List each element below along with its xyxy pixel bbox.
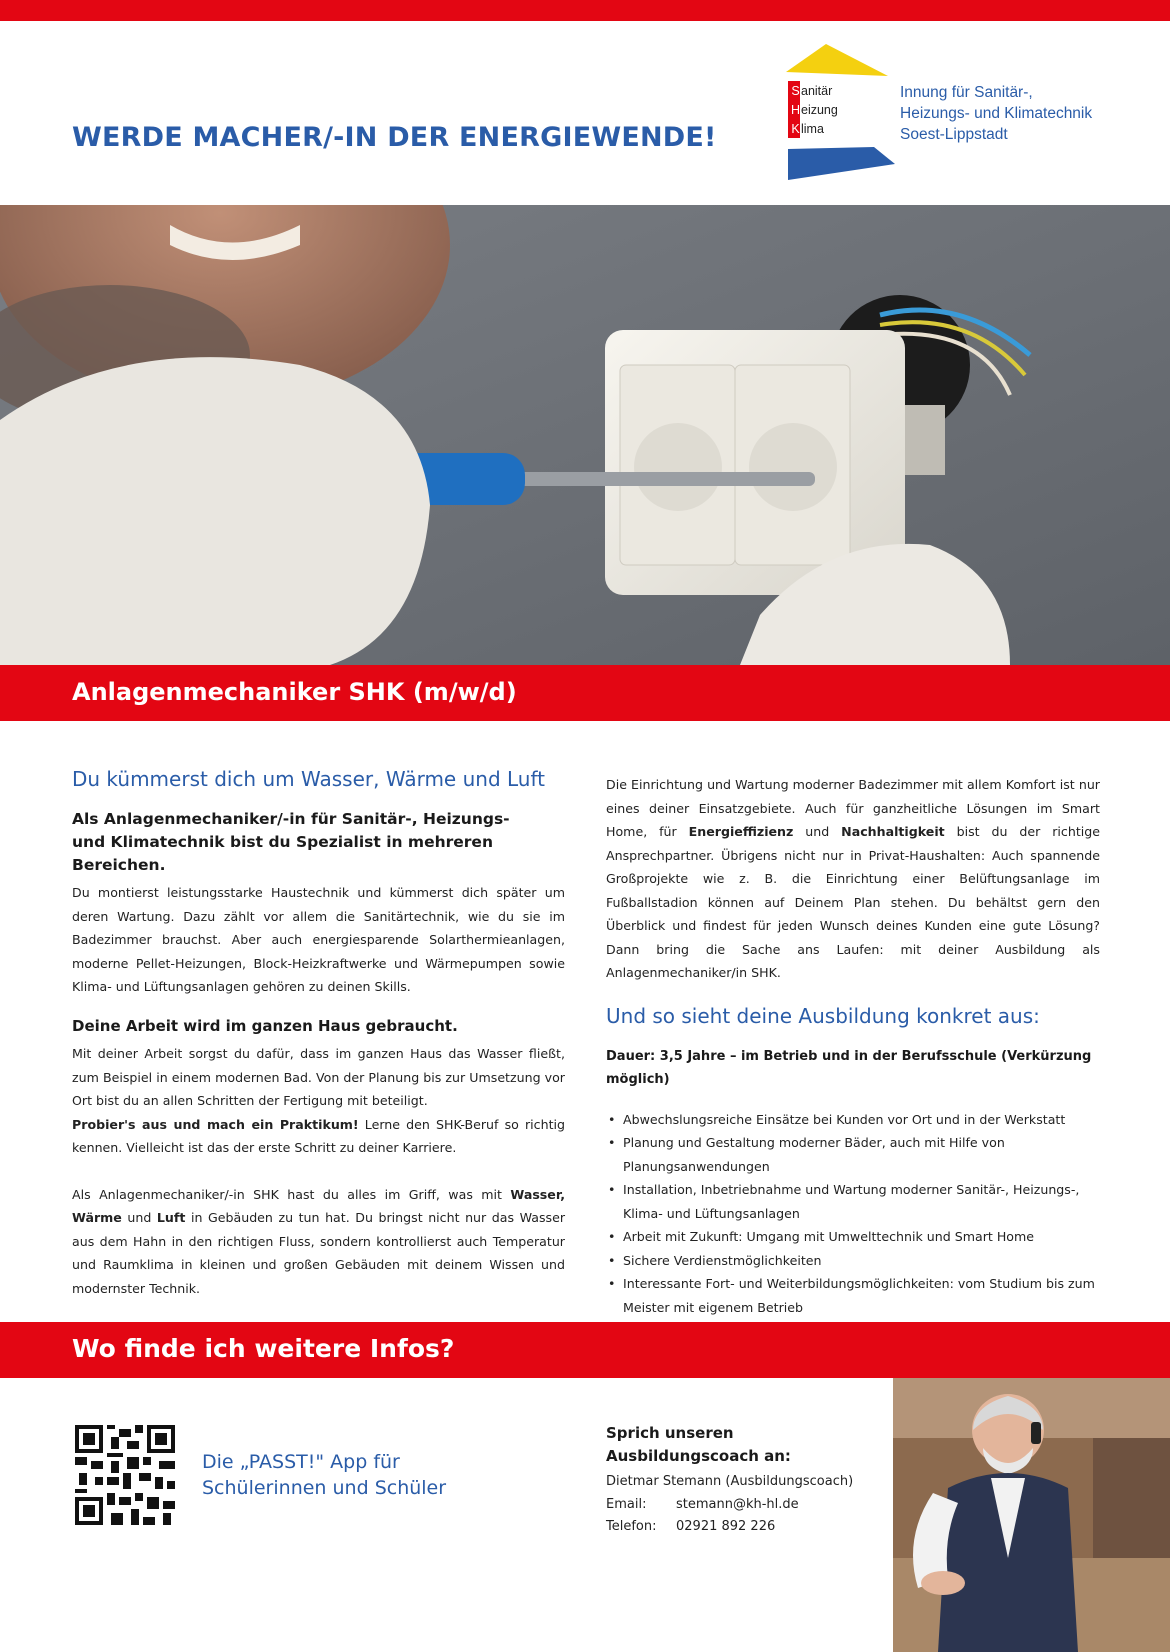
- list-item: • Arbeit mit Zukunft: Umgang mit Umwelttechnik und Smart Home: [606, 1225, 1100, 1249]
- left-paragraph-3: Probier's aus und mach ein Praktikum! Lerne den SHK-Beruf so richtig kennen. Vielleicht ist das der erste Schritt zu deiner Karriere.: [72, 1116, 565, 1155]
- left-paragraph-4: Als Anlagenmechaniker/-in SHK hast du alles im Griff, was mit Wasser, Wärme und Luft in Gebäuden zu tun hat. Du bringst nicht nur das Wasser aus dem Hahn in den richtigen Fluss, sondern kontrollierst auch Temperatur und Raumklima in kleinen und großen Gebäuden mit deinem Wissen und modernster Technik.: [72, 1186, 565, 1296]
- top-red-bar: [0, 0, 1170, 21]
- headline: WERDE MACHER/-IN DER ENERGIEWENDE!: [72, 122, 717, 153]
- list-item: • Interessante Fort- und Weiterbildungsmöglichkeiten: vom Studium bis zum Meister mit eigenem Betrieb: [606, 1272, 1100, 1319]
- contact-block: [606, 1422, 853, 1539]
- lead-line-1: Als Anlagenmechaniker/-in für Sanitär-, Heizungs-: [72, 810, 510, 828]
- more-info-band: [0, 1322, 1170, 1378]
- contact-title-2: Ausbildungscoach an:: [606, 1446, 791, 1465]
- left-paragraph-2: Mit deiner Arbeit sorgst du dafür, dass im ganzen Haus das Wasser fließt, zum Beispiel in einem modernen Bad. Von der Planung bis zur Umsetzung vor Ort bist du an allen Schritten der Fertigung mit beteiligt.: [72, 1046, 565, 1108]
- training-duration: Dauer: 3,5 Jahre – im Betrieb und in der Berufsschule (Verkürzung möglich): [606, 1048, 1092, 1087]
- left-subheading: Du kümmerst dich um Wasser, Wärme und Luft: [72, 767, 545, 791]
- shk-innung-logo: [786, 44, 1106, 184]
- contact-phone-row: Telefon: 02921 892 226: [606, 1519, 776, 1534]
- right-column: [606, 773, 1100, 1319]
- job-title: Anlagenmechaniker SHK (m/w/d): [72, 678, 517, 706]
- app-line-2: Schülerinnen und Schüler: [202, 1477, 447, 1499]
- right-subheading: Und so sieht deine Ausbildung konkret aus:: [606, 1003, 1040, 1028]
- coach-photo: [893, 1378, 1170, 1652]
- hero-photo-socket-repair: [0, 205, 1170, 665]
- list-item: • Sichere Verdienstmöglichkeiten: [606, 1249, 1100, 1273]
- left-paragraph-1: Du montierst leistungsstarke Haustechnik und kümmerst dich später um deren Wartung. Dazu zählt vor allem die Sanitärtechnik, wie du sie im Badezimmer brauchst. Aber auch energiesparende Solarthermieanlagen, moderne Pellet-Heizungen, Block-Heizkraftwerke und Wärmepumpen sowie Klima- und Lüftungsanlagen gehören zu deinen Skills.: [72, 885, 565, 994]
- job-title-band: [0, 665, 1170, 721]
- training-bullet-list: [606, 1108, 1100, 1320]
- contact-name: Dietmar Stemann (Ausbildungscoach): [606, 1474, 854, 1489]
- list-item: • Installation, Inbetriebnahme und Wartung moderner Sanitär-, Heizungs-, Klima- und Lüftungsanlagen: [606, 1178, 1100, 1225]
- more-info-heading: Wo finde ich weitere Infos?: [72, 1334, 455, 1363]
- phone-link[interactable]: 02921 892 226: [676, 1519, 776, 1534]
- qr-code-icon[interactable]: [75, 1425, 175, 1525]
- left-column: [72, 766, 565, 1300]
- email-link[interactable]: stemann@kh-hl.de: [676, 1496, 799, 1512]
- list-item: • Abwechslungsreiche Einsätze bei Kunden vor Ort und in der Werkstatt: [606, 1108, 1100, 1132]
- right-paragraph-1: Die Einrichtung und Wartung moderner Badezimmer mit allem Komfort ist nur eines deiner Einsatzgebiete. Auch für ganzheitliche Lösungen im Smart Home, für Energieffizienz und Nachhaltigkeit bist du der richtige Ansprechpartner. Übrigens nicht nur in Privat-Haushalten: Auch spannende Großprojekte wie z. B. die Einrichtung einer Belüftungsanlage im Fußballstadion können auf Deinem Plan stehen. Du behältst gern den Überblick und findest für jeden Wunsch deines Kunden eine gute Lösung? Dann bring die Sache ans Laufen: mit deiner Ausbildung als Anlagenmechaniker/in SHK.: [606, 777, 1100, 980]
- lead-line-2: und Klimatechnik bist du Spezialist in mehreren Bereichen.: [72, 833, 493, 874]
- passt-app-link[interactable]: [202, 1449, 446, 1501]
- logo-wordmark: Sanitär Heizung Klima: [790, 84, 838, 136]
- app-line-1: Die „PASST!" App für: [202, 1451, 400, 1473]
- contact-email-row: Email: stemann@kh-hl.de: [606, 1496, 799, 1512]
- list-item: • Planung und Gestaltung moderner Bäder, auch mit Hilfe von Planungsanwendungen: [606, 1131, 1100, 1178]
- left-heading-2: Deine Arbeit wird im ganzen Haus gebraucht.: [72, 1016, 458, 1035]
- logo-organization-name: Innung für Sanitär-, Heizungs- und Klimatechnik Soest-Lippstadt: [900, 84, 1093, 143]
- contact-title-1: Sprich unseren: [606, 1424, 734, 1442]
